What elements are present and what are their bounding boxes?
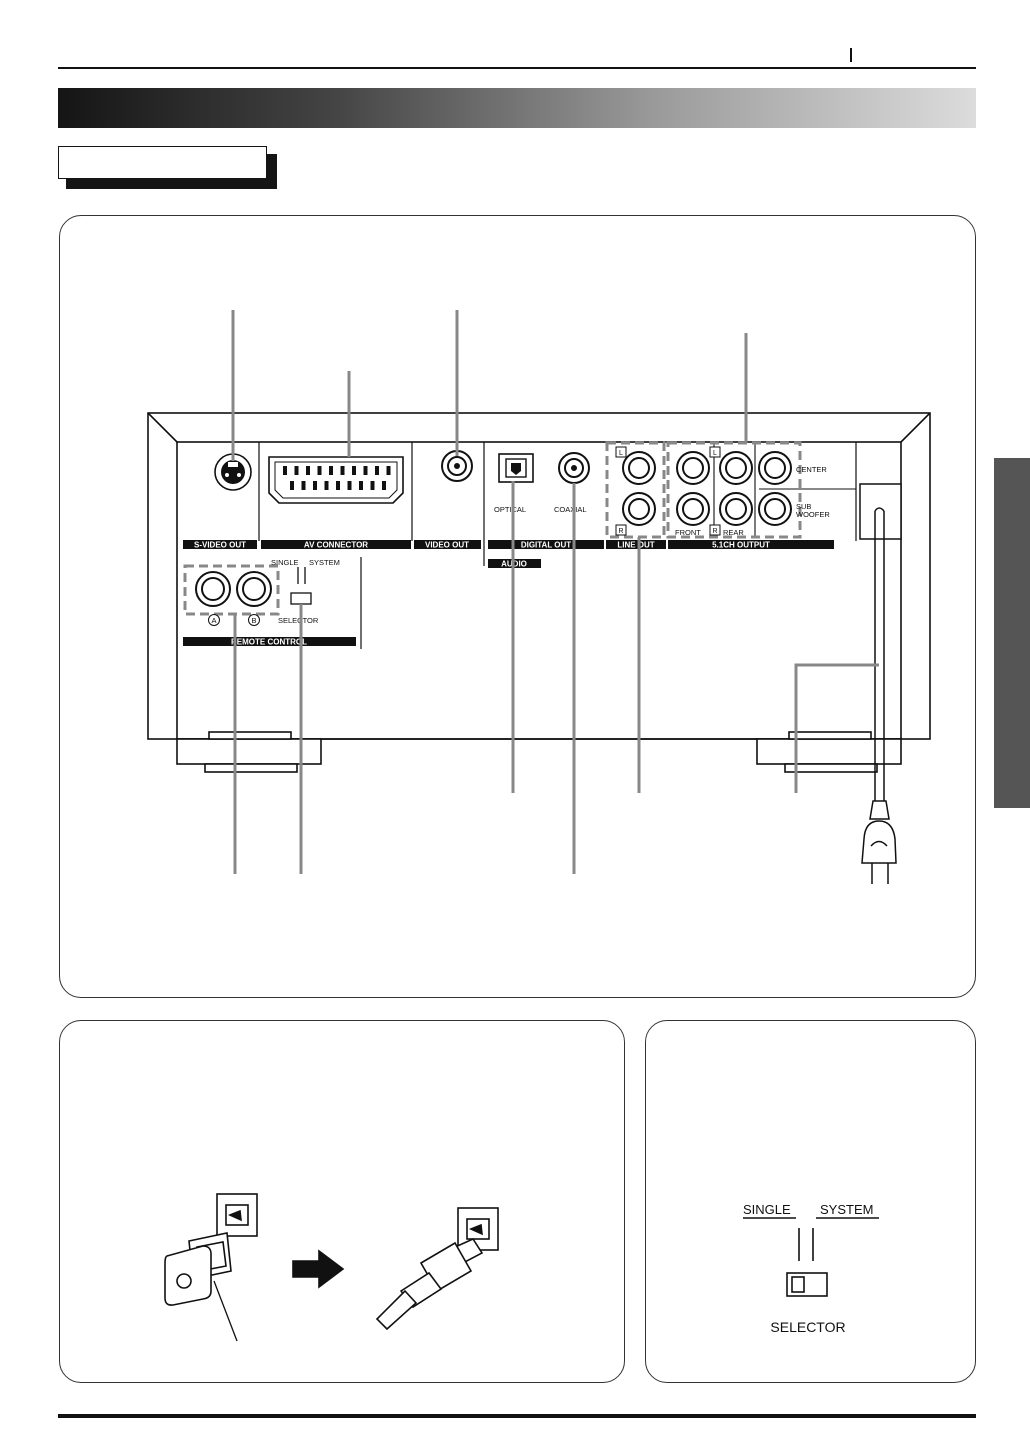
scart-pin (352, 466, 356, 475)
label-s-video-out: S-VIDEO OUT (193, 540, 247, 550)
selector-detail-label: SELECTOR (770, 1319, 846, 1335)
label-woofer: WOOFER (796, 510, 830, 519)
badge-b: B (251, 616, 257, 625)
scart-pin (348, 481, 352, 490)
scart-pin (313, 481, 317, 490)
label-remote-control: REMOTE CONTROL (231, 637, 307, 647)
label-coaxial: COAXIAL (554, 505, 587, 514)
scart-pin (341, 466, 345, 475)
footer-rule (58, 1414, 976, 1418)
section-title-bar (58, 88, 976, 128)
label-5-1ch-output: 5.1CH OUTPUT (712, 540, 770, 550)
selector-detail-figure (645, 1020, 976, 1383)
scart-pin (306, 466, 310, 475)
rear-panel-drawing (60, 216, 977, 999)
label-sub: SUB (796, 502, 812, 511)
scart-pin (295, 466, 299, 475)
label-system-small: SYSTEM (309, 558, 340, 567)
scart-pin (325, 481, 329, 490)
badge-51-l: L (713, 450, 717, 457)
callout-lines (233, 310, 879, 874)
label-digital-out: DIGITAL OUT (520, 540, 572, 550)
badge-a: A (211, 616, 217, 625)
scart-connector-icon (269, 457, 403, 503)
selector-detail-single: SINGLE (743, 1202, 791, 1217)
scart-pin (290, 481, 294, 490)
scart-pin (382, 481, 386, 490)
selector-detail-drawing (646, 1021, 977, 1384)
label-bars (183, 540, 834, 646)
power-cord-icon (860, 484, 901, 884)
selector-switch-small (291, 567, 311, 604)
feet (177, 732, 901, 772)
label-center: CENTER (796, 465, 827, 474)
label-selector-small: SELECTOR (278, 616, 319, 625)
badge-line-l: L (619, 450, 623, 457)
label-rear: REAR (723, 528, 744, 537)
scart-pin (336, 481, 340, 490)
header-tick (850, 48, 852, 62)
label-single-small: SINGLE (271, 558, 299, 567)
coaxial-jack-icon (559, 453, 589, 483)
rear-panel-figure (59, 215, 976, 998)
label-audio: AUDIO (501, 559, 527, 569)
scart-pin (329, 466, 333, 475)
scart-pin (283, 466, 287, 475)
label-optical: OPTICAL (494, 505, 527, 514)
label-front: FRONT (675, 528, 701, 537)
scart-pin (371, 481, 375, 490)
optical-port-icon (499, 454, 533, 482)
badge-line-r: R (618, 528, 624, 535)
badge-51-r: R (712, 528, 718, 535)
scart-pin (387, 466, 391, 475)
right-arrow-icon (293, 1251, 343, 1287)
label-video-out: VIDEO OUT (424, 540, 470, 550)
selector-detail-system: SYSTEM (820, 1202, 874, 1217)
optical-cap-figure (59, 1020, 625, 1383)
scart-pin (375, 466, 379, 475)
scart-pin (318, 466, 322, 475)
scart-pin (364, 466, 368, 475)
scart-pin (302, 481, 306, 490)
label-av-connector: AV CONNECTOR (303, 540, 369, 550)
side-index-tab (994, 458, 1030, 808)
subsection-tag (58, 146, 267, 179)
remote-jacks (196, 572, 271, 606)
scart-pin (359, 481, 363, 490)
label-line-out: LINE OUT (617, 540, 655, 550)
header-rule (58, 67, 976, 69)
optical-cap-drawing (60, 1021, 626, 1384)
